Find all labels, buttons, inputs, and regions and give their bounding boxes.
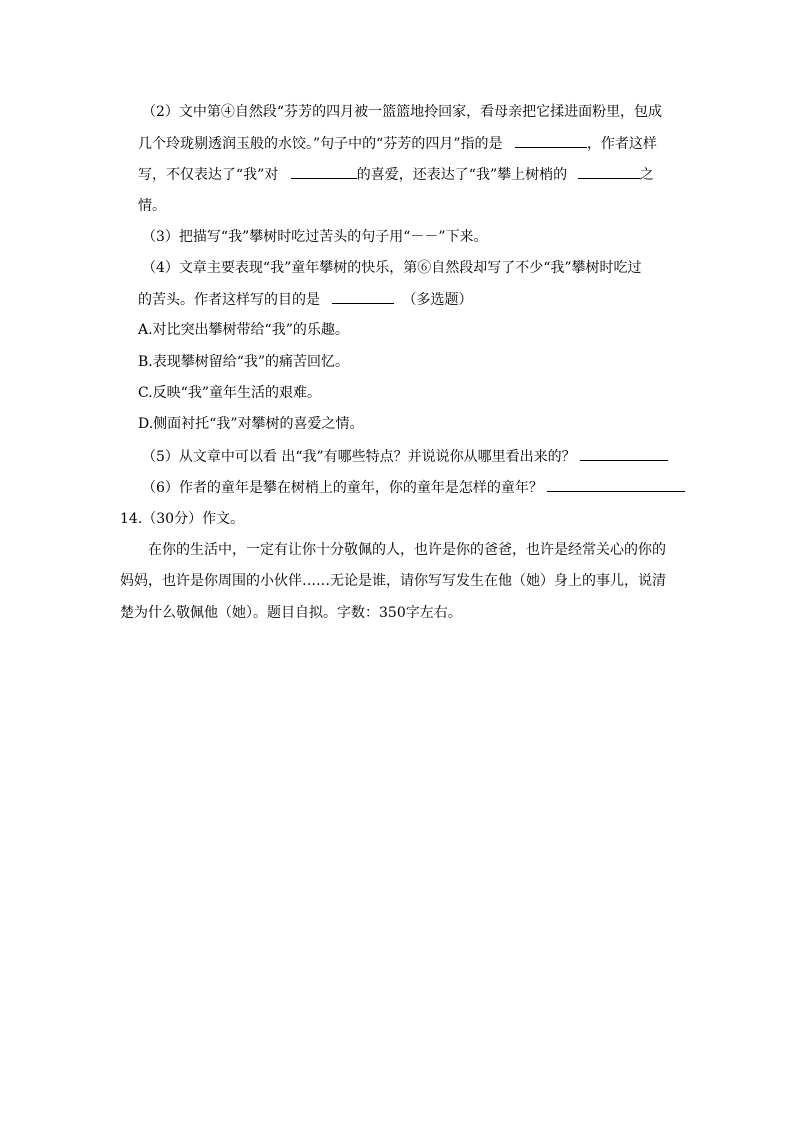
q2-text-2: 几个玲珑剔透润玉般的水饺。”句子中的“芬芳的四月”指的是 — [138, 136, 503, 152]
q6-answer-blank[interactable] — [547, 477, 685, 492]
q2-line-4 — [138, 196, 166, 216]
q14-paragraph-text-2: 妈妈，也许是你周围的小伙伴……无论是谁，请你写写发生在他（她）身上的事儿，说清 — [120, 573, 666, 589]
q4-text-1: （4）文章主要表现“我”童年攀树的快乐，第⑥自然段却写了不少“我”攀树时吃过 — [142, 260, 642, 276]
q4-answer-blank[interactable] — [332, 289, 394, 304]
q14-paragraph-line-2 — [120, 571, 666, 591]
q2-line-3 — [138, 164, 654, 185]
q14-paragraph-line-1 — [148, 540, 666, 560]
q4-option-d — [138, 414, 364, 434]
q2-answer-blank-1[interactable] — [515, 133, 587, 148]
q14-paragraph-line-3 — [120, 603, 462, 623]
q3-line — [142, 227, 488, 247]
q4-option-b — [138, 352, 349, 372]
q4-line-1 — [142, 258, 642, 278]
q4-option-a-text: A.对比突出攀树带给“我”的乐趣。 — [138, 322, 349, 338]
q14-heading — [120, 509, 244, 529]
q6-text: （6）作者的童年是攀在树梢上的童年，你的童年是怎样的童年？ — [142, 480, 543, 496]
q4-text-2b: （多选题） — [402, 292, 473, 308]
q2-text-4: 情。 — [138, 198, 166, 214]
q14-paragraph-text-1: 在你的生活中，一定有让你十分敬佩的人，也许是你的爸爸，也许是经常关心的你的 — [148, 542, 666, 558]
q2-text-3a: 写，不仅表达了“我”对 — [138, 167, 279, 183]
q4-line-2 — [138, 289, 472, 310]
q5-text: （5）从文章中可以看 出“我”有哪些特点？并说说你从哪里看出来的？ — [142, 449, 576, 465]
q2-answer-blank-3[interactable] — [578, 164, 640, 179]
q2-text-2b: ，作者这样 — [586, 136, 657, 152]
q4-option-c-text: C.反映“我”童年生活的艰难。 — [138, 385, 321, 401]
q3-text: （3）把描写“我”攀树时吃过苦头的句子用“－－”下来。 — [142, 229, 488, 245]
q5-line — [142, 446, 668, 467]
q4-option-a — [138, 320, 349, 340]
q2-line-2 — [138, 133, 657, 154]
q2-text-3c: 之 — [639, 167, 654, 183]
q4-text-2a: 的苦头。作者这样写的目的是 — [138, 292, 320, 308]
q14-heading-text: 14.（30分）作文。 — [120, 511, 245, 527]
q2-line-1 — [142, 102, 662, 122]
q4-option-d-text: D.侧面衬托“我”对攀树的喜爱之情。 — [138, 416, 364, 432]
q2-text-3b: 的喜爱，还表达了“我”攀上树梢的 — [356, 167, 568, 183]
q6-line — [142, 477, 685, 498]
q5-answer-blank[interactable] — [580, 446, 668, 461]
q2-text-1: （2）文中第④自然段“芬芳的四月被一篮篮地拎回家，看母亲把它揉进面粉里，包成 — [142, 104, 663, 120]
q2-answer-blank-2[interactable] — [291, 164, 357, 179]
q4-option-b-text: B.表现攀树留给“我”的痛苦回忆。 — [138, 354, 350, 370]
q14-paragraph-text-3: 楚为什么敬佩他（她）。题目自拟。字数：350字左右。 — [120, 605, 462, 621]
q4-option-c — [138, 383, 321, 403]
